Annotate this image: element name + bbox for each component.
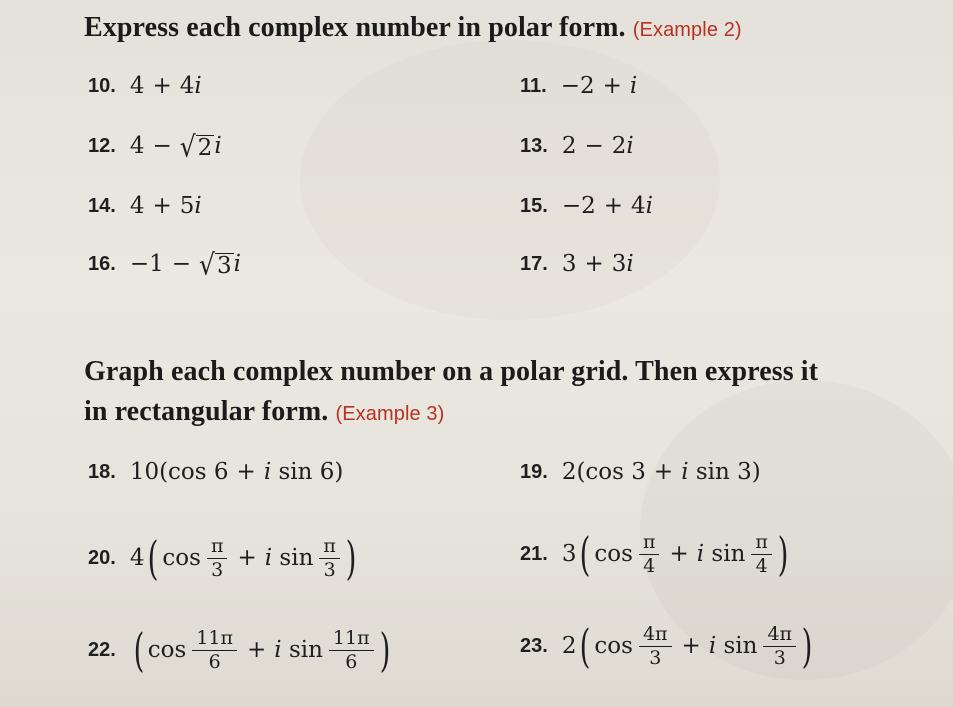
problem-number: 22. — [88, 638, 116, 661]
problem-number: 16. — [88, 252, 116, 275]
section-heading-polar-form — [84, 12, 742, 44]
problem-number: 13. — [520, 134, 548, 157]
example-reference: (Example 3) — [335, 403, 445, 425]
problem-number: 15. — [520, 194, 548, 217]
expression: 4 + 4 i — [129, 73, 202, 99]
problem-number: 17. — [520, 252, 548, 275]
example-reference: (Example 2) — [632, 19, 742, 41]
problem-23 — [520, 616, 816, 676]
problem-10 — [88, 66, 202, 106]
problem-21 — [520, 526, 792, 582]
problem-number: 14. — [88, 194, 116, 217]
expression: −2 + 4 i — [561, 193, 653, 219]
problem-17 — [520, 244, 634, 284]
problem-number: 18. — [88, 460, 116, 483]
problem-22 — [88, 620, 394, 680]
problem-13 — [520, 126, 634, 166]
expression: 2 ( cos $\frac{4\pi}{3}$ + i sin $\frac{4\pi}{3}$ ) — [561, 619, 813, 673]
expression: 2(cos 3 + i sin 3) — [561, 459, 761, 485]
problem-16 — [88, 244, 241, 284]
expression: ( cos $\frac{11\pi}{6}$ + i sin $\frac{11\pi}{6}$ ) — [133, 623, 390, 677]
expression: −2 + i — [560, 73, 638, 99]
expression: 4 + 5 i — [129, 193, 202, 219]
problem-20 — [88, 530, 360, 586]
problem-number: 11. — [520, 74, 547, 97]
expression: 3 ( cos $\frac{\pi}{4}$ + i sin $\frac{\pi}{4}$ ) — [561, 527, 789, 581]
problem-number: 23. — [520, 634, 548, 657]
problem-11 — [520, 66, 637, 106]
problem-12 — [88, 126, 222, 166]
problem-number: 19. — [520, 460, 548, 483]
problem-number: 20. — [88, 546, 116, 569]
expression: 10(cos 6 + i sin 6) — [129, 459, 344, 485]
bleed-through-shadow — [300, 40, 720, 320]
expression: 4 − √ 2 i — [129, 129, 222, 163]
heading-line-1: Graph each complex number on a polar grid. Then express it — [84, 356, 819, 387]
expression: 3 + 3 i — [561, 251, 634, 277]
problem-number: 21. — [520, 542, 548, 565]
expression: −1 − √ 3 i — [129, 247, 241, 281]
problem-number: 10. — [88, 74, 116, 97]
problem-14 — [88, 186, 202, 226]
heading-text: Express each complex number in polar form. — [84, 12, 626, 43]
heading-line-2 — [84, 392, 818, 434]
heading-text: in rectangular form. — [84, 396, 329, 427]
problem-number: 12. — [88, 134, 116, 157]
problem-19 — [520, 452, 761, 492]
problem-15 — [520, 186, 653, 226]
expression: 4 ( cos $\frac{\pi}{3}$ + i sin $\frac{\pi}{3}$ ) — [129, 531, 357, 585]
problem-18 — [88, 452, 343, 492]
expression: 2 − 2 i — [561, 133, 634, 159]
section-heading-rectangular-form — [84, 352, 818, 434]
